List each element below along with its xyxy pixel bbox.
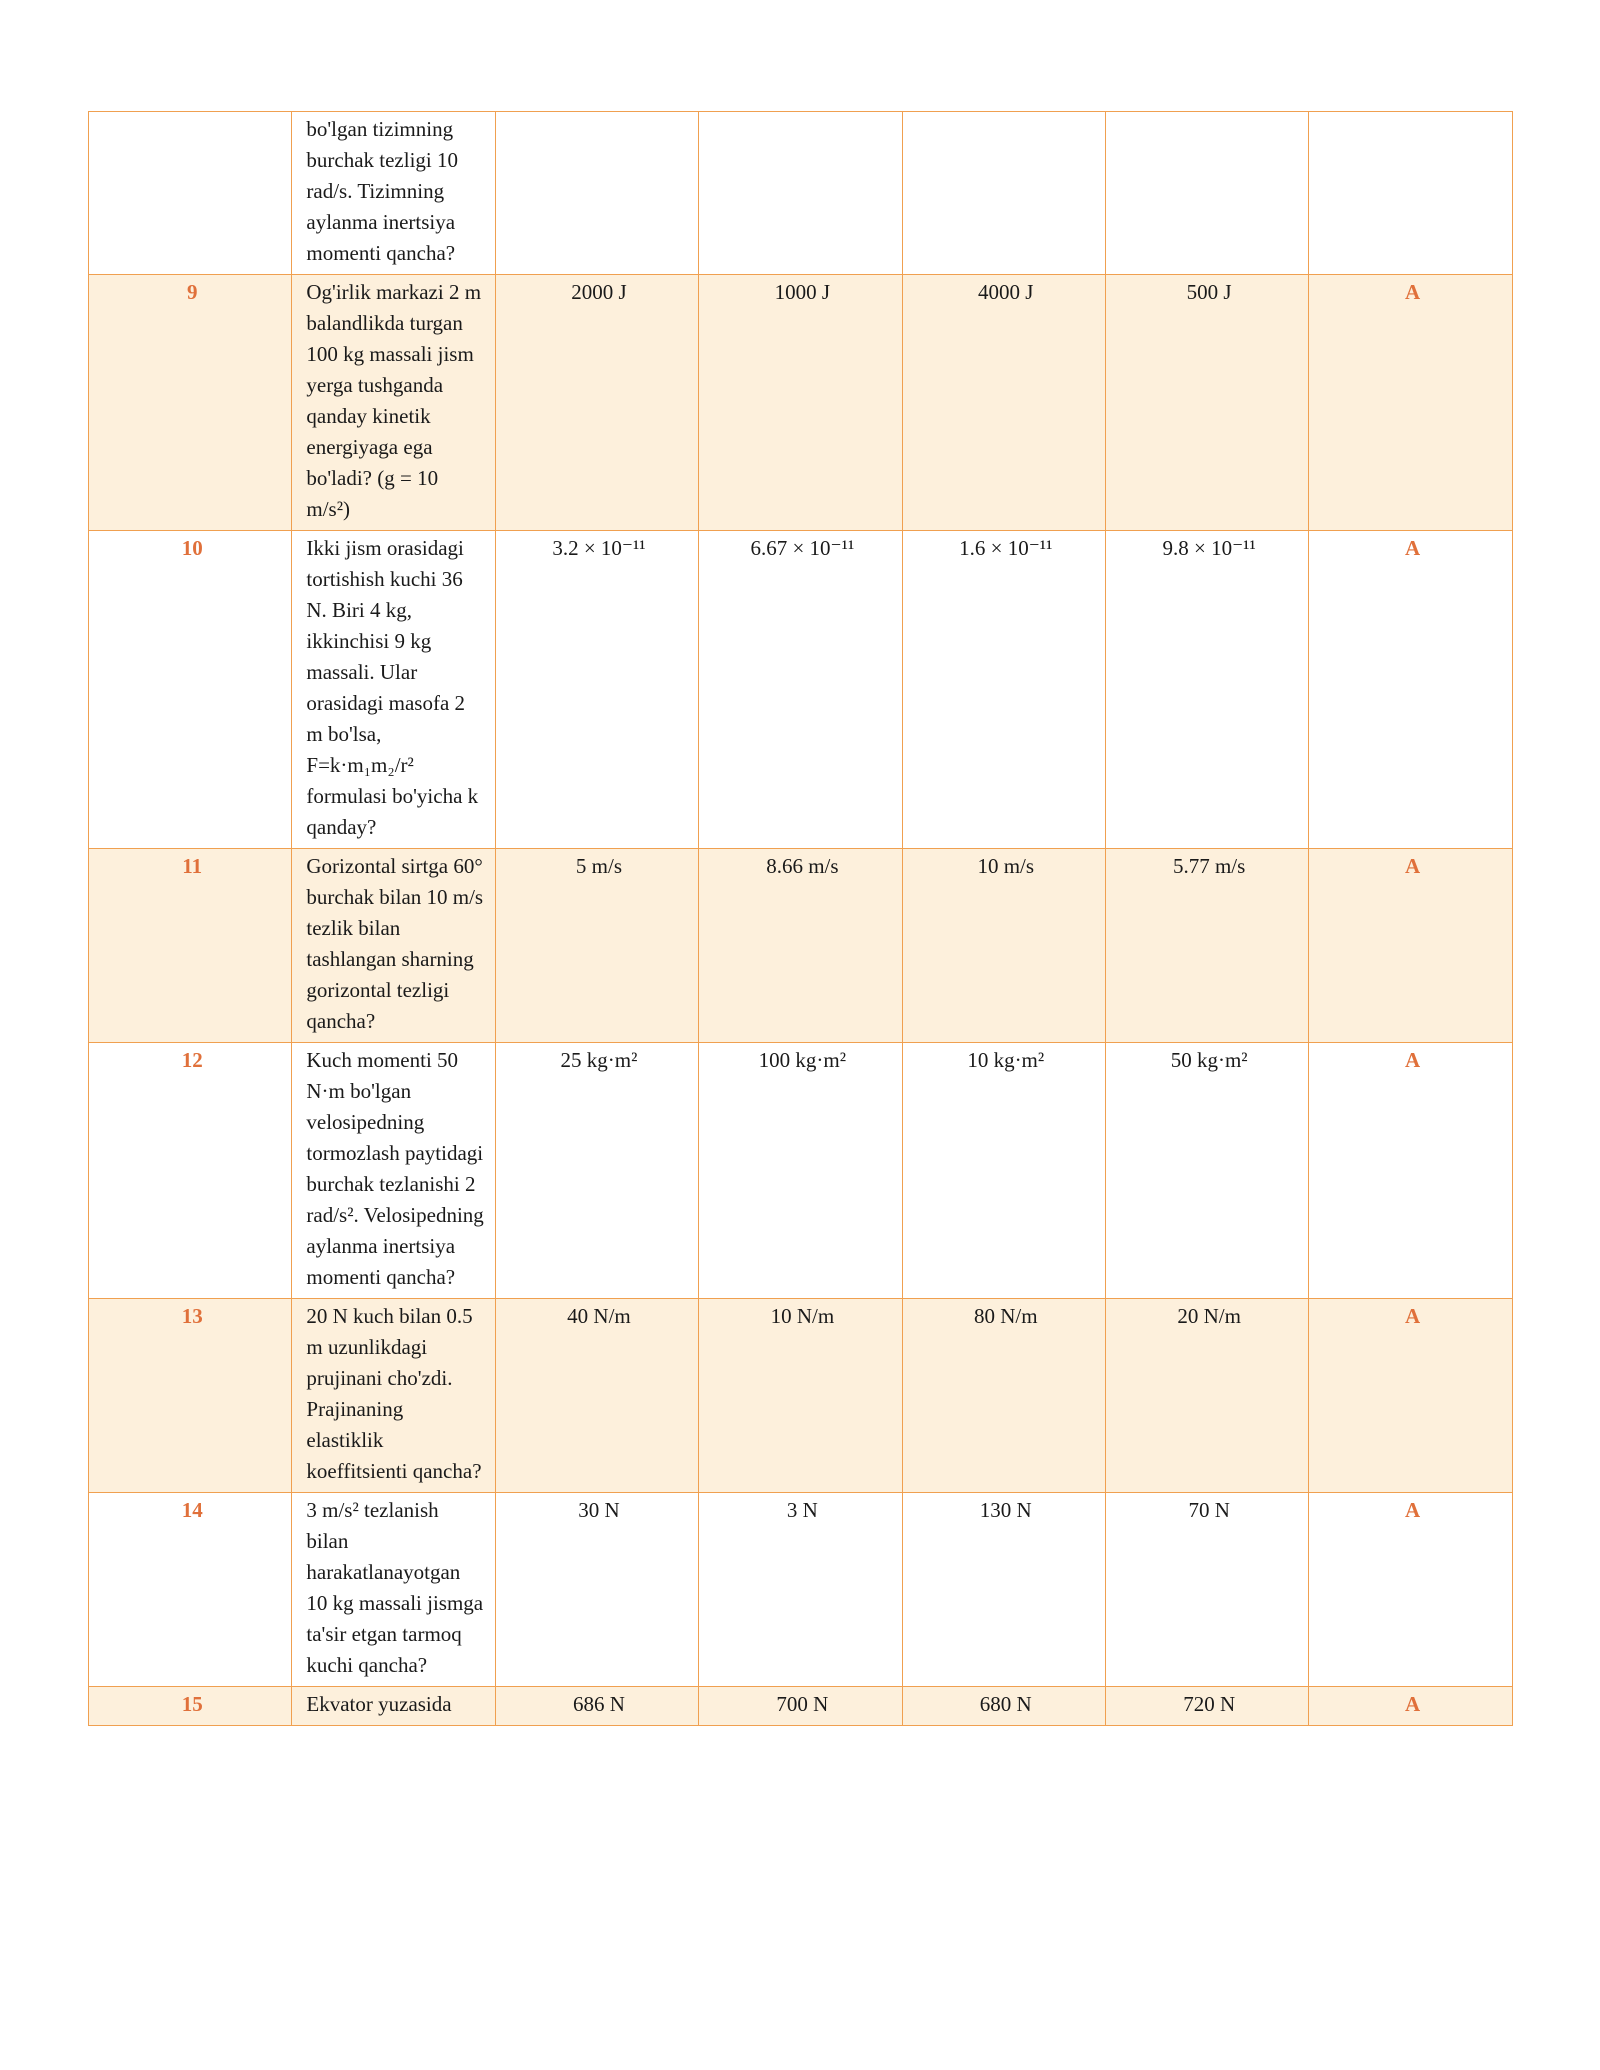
option-b-cell: 6.67 × 10⁻¹¹ [699, 531, 902, 849]
table-row [89, 531, 1513, 849]
question-number-cell: 10 [89, 531, 292, 849]
option-c-cell [902, 112, 1105, 275]
correct-answer-cell: A [1309, 1493, 1512, 1687]
option-c-cell: 1.6 × 10⁻¹¹ [902, 531, 1105, 849]
option-d-cell: 720 N [1105, 1687, 1308, 1726]
option-a-cell: 5 m/s [495, 849, 698, 1043]
table-row [89, 1493, 1513, 1687]
question-text-cell: Gorizontal sirtga 60° burchak bilan 10 m/s tezlik bilan tashlangan sharning gorizontal tezligi qancha? [292, 849, 495, 1043]
correct-answer-cell: A [1309, 849, 1512, 1043]
option-d-cell [1105, 112, 1308, 275]
option-a-cell: 2000 J [495, 275, 698, 531]
question-number-cell: 15 [89, 1687, 292, 1726]
option-b-cell: 8.66 m/s [699, 849, 902, 1043]
correct-answer-cell: A [1309, 1687, 1512, 1726]
correct-answer-cell: A [1309, 531, 1512, 849]
option-d-cell: 500 J [1105, 275, 1308, 531]
question-text-cell: Og'irlik markazi 2 m balandlikda turgan 100 kg massali jism yerga tushganda qanday kinetik energiyaga ega bo'ladi? (g = 10 m/s²) [292, 275, 495, 531]
question-number-cell: 9 [89, 275, 292, 531]
option-d-cell: 20 N/m [1105, 1299, 1308, 1493]
table-row [89, 275, 1513, 531]
option-b-cell: 10 N/m [699, 1299, 902, 1493]
question-number-cell: 13 [89, 1299, 292, 1493]
option-a-cell: 3.2 × 10⁻¹¹ [495, 531, 698, 849]
option-b-cell: 1000 J [699, 275, 902, 531]
option-b-cell: 100 kg·m² [699, 1043, 902, 1299]
correct-answer-cell: A [1309, 275, 1512, 531]
option-b-cell: 700 N [699, 1687, 902, 1726]
question-text-cell: Ikki jism orasidagi tortishish kuchi 36 N. Biri 4 kg, ikkinchisi 9 kg massali. Ular orasidagi masofa 2 m bo'lsa, F=k·m₁m₂/r² formulasi bo'yicha k qanday? [292, 531, 495, 849]
option-a-cell: 686 N [495, 1687, 698, 1726]
option-d-cell: 9.8 × 10⁻¹¹ [1105, 531, 1308, 849]
question-text-cell: 3 m/s² tezlanish bilan harakatlanayotgan 10 kg massali jismga ta'sir etgan tarmoq kuchi qancha? [292, 1493, 495, 1687]
option-a-cell: 30 N [495, 1493, 698, 1687]
option-c-cell: 10 kg·m² [902, 1043, 1105, 1299]
option-c-cell: 10 m/s [902, 849, 1105, 1043]
option-c-cell: 130 N [902, 1493, 1105, 1687]
quiz-table [88, 111, 1513, 1726]
question-text-cell: bo'lgan tizimning burchak tezligi 10 rad/s. Tizimning aylanma inertsiya momenti qancha? [292, 112, 495, 275]
table-row [89, 112, 1513, 275]
option-d-cell: 5.77 m/s [1105, 849, 1308, 1043]
question-text-cell: Ekvator yuzasida [292, 1687, 495, 1726]
option-c-cell: 4000 J [902, 275, 1105, 531]
correct-answer-cell [1309, 112, 1512, 275]
question-number-cell [89, 112, 292, 275]
option-b-cell [699, 112, 902, 275]
question-text-cell: 20 N kuch bilan 0.5 m uzunlikdagi prujinani cho'zdi. Prajinaning elastiklik koeffitsienti qancha? [292, 1299, 495, 1493]
question-number-cell: 12 [89, 1043, 292, 1299]
question-text-cell: Kuch momenti 50 N·m bo'lgan velosipedning tormozlash paytidagi burchak tezlanishi 2 rad/s². Velosipedning aylanma inertsiya momenti qancha? [292, 1043, 495, 1299]
table-row [89, 1043, 1513, 1299]
option-a-cell [495, 112, 698, 275]
question-number-cell: 14 [89, 1493, 292, 1687]
quiz-table-body [89, 112, 1513, 1726]
option-d-cell: 70 N [1105, 1493, 1308, 1687]
option-c-cell: 680 N [902, 1687, 1105, 1726]
table-row [89, 849, 1513, 1043]
option-d-cell: 50 kg·m² [1105, 1043, 1308, 1299]
option-a-cell: 40 N/m [495, 1299, 698, 1493]
option-c-cell: 80 N/m [902, 1299, 1105, 1493]
table-row [89, 1299, 1513, 1493]
option-a-cell: 25 kg·m² [495, 1043, 698, 1299]
table-row [89, 1687, 1513, 1726]
correct-answer-cell: A [1309, 1299, 1512, 1493]
question-number-cell: 11 [89, 849, 292, 1043]
option-b-cell: 3 N [699, 1493, 902, 1687]
correct-answer-cell: A [1309, 1043, 1512, 1299]
